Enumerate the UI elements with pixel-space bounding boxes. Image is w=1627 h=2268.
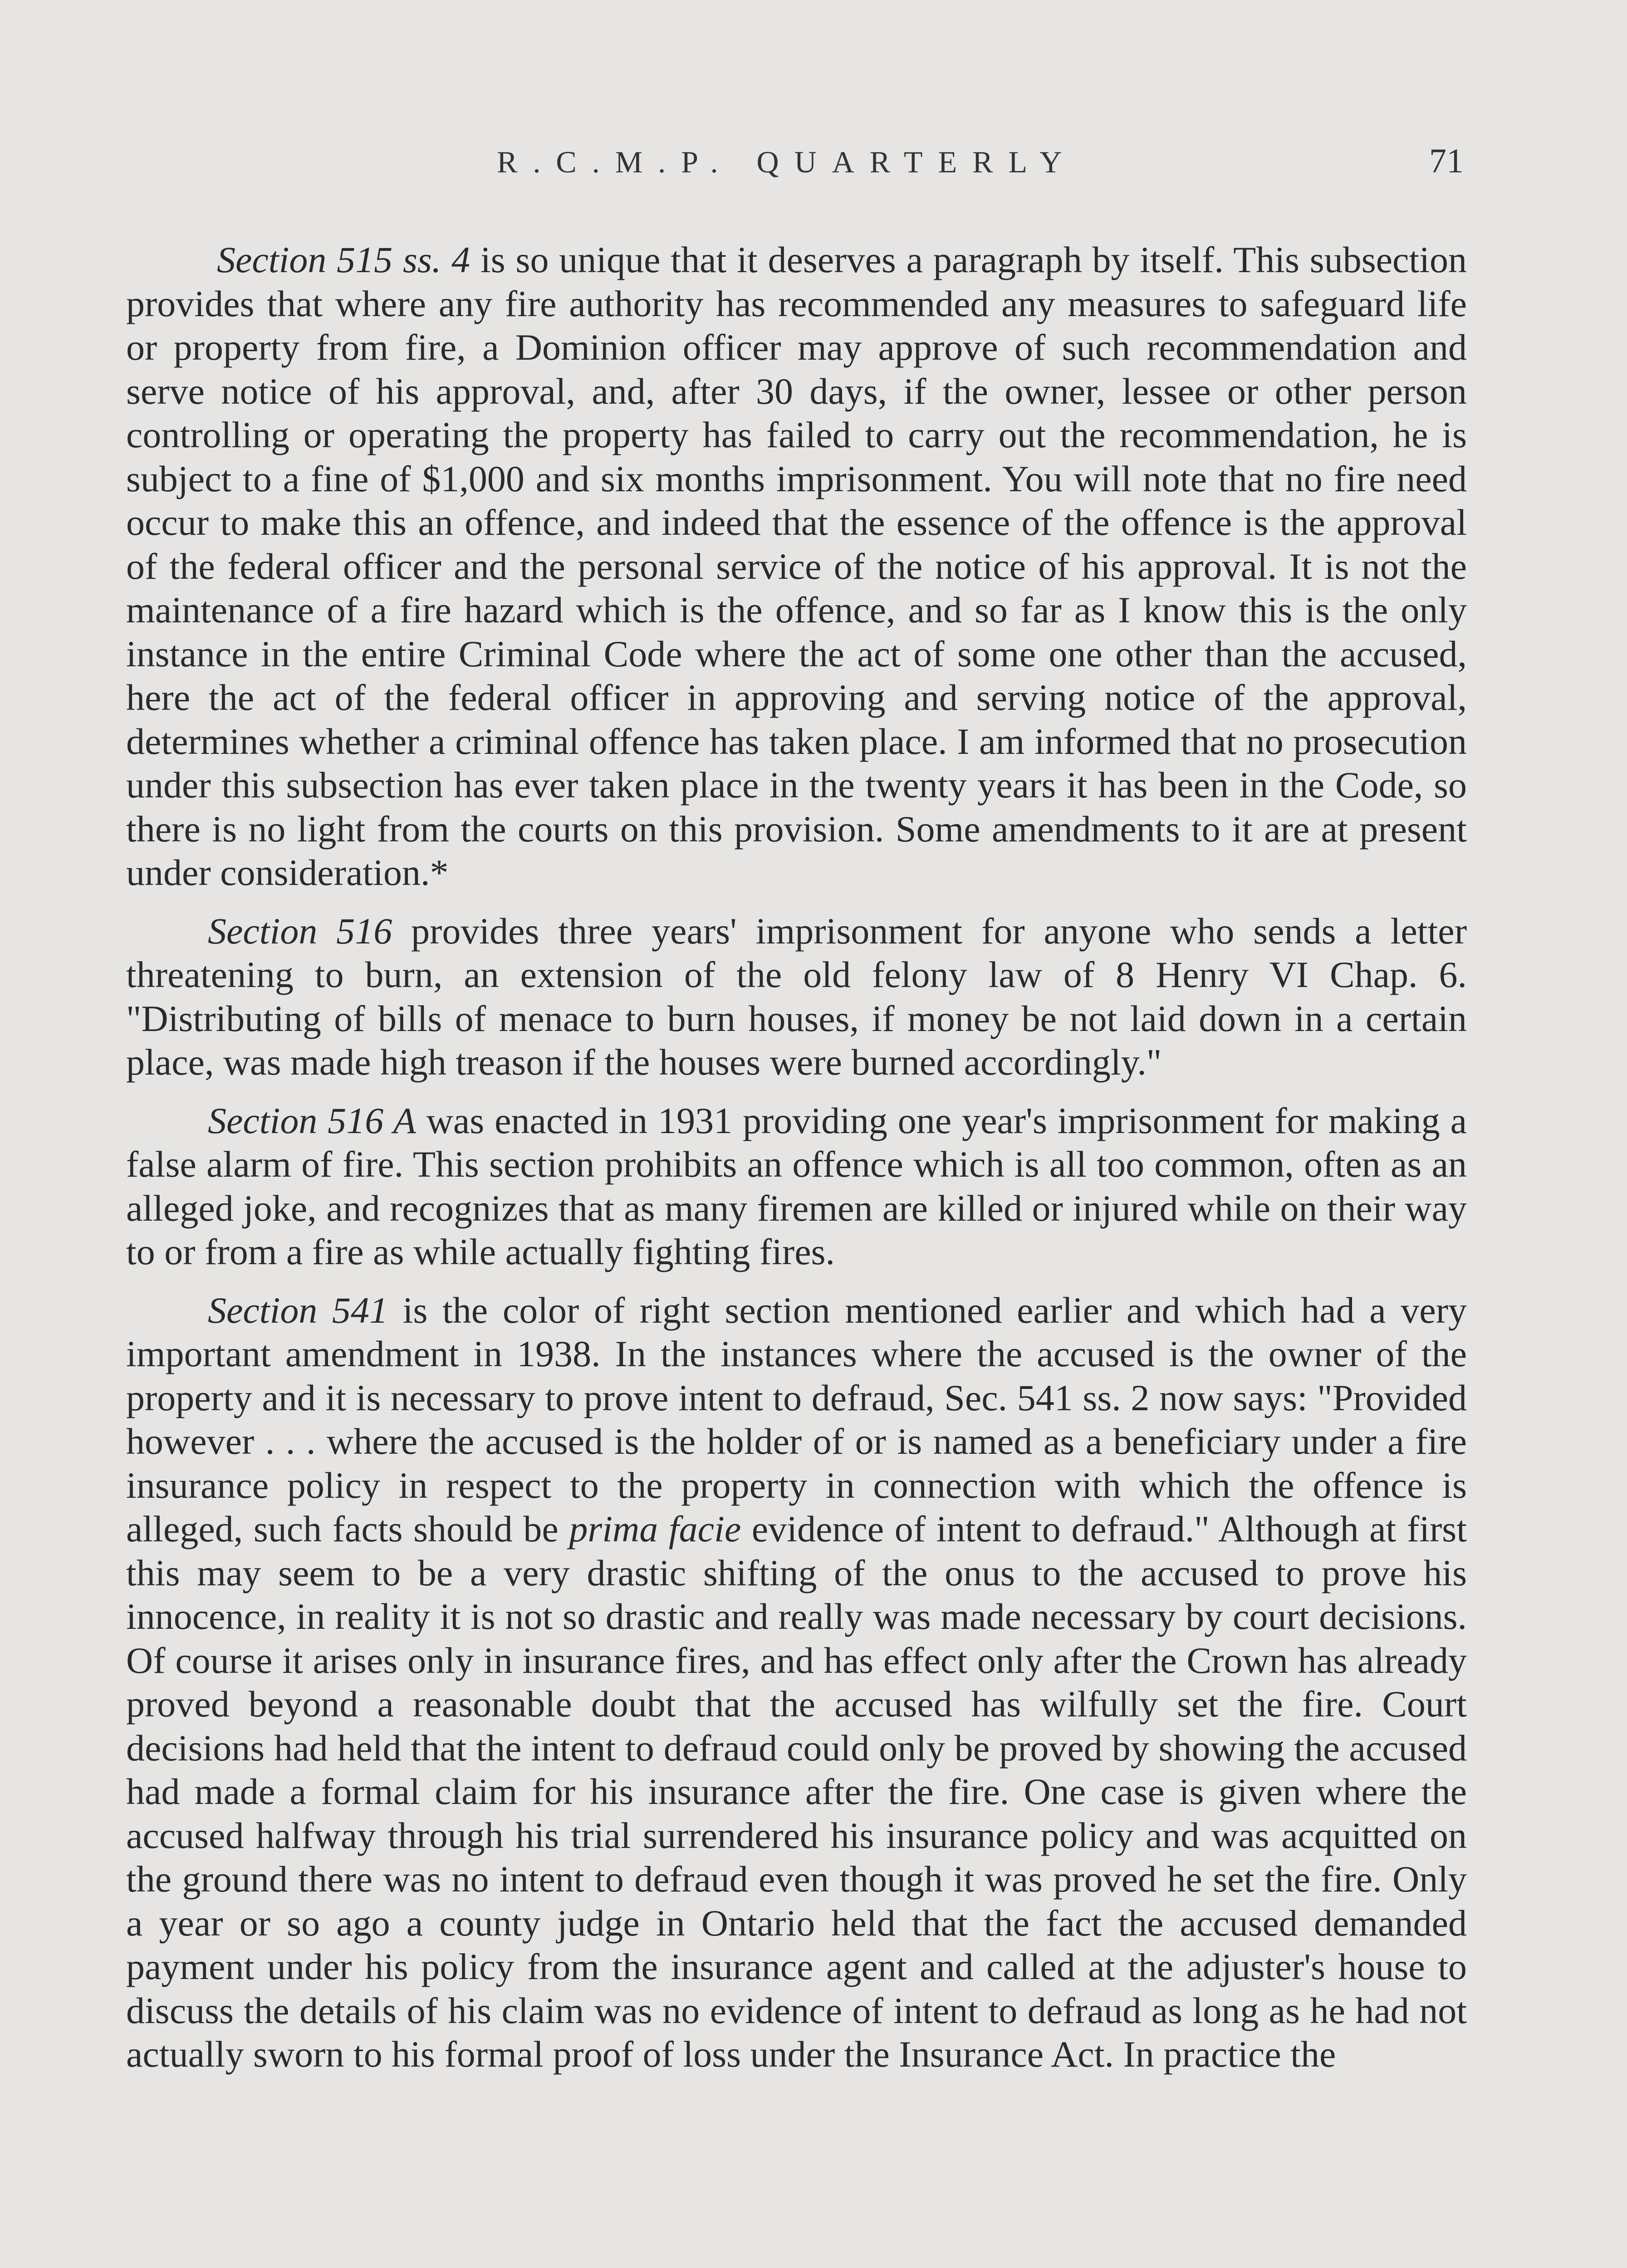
paragraph-text: is the color of right section mentioned earlier and which had a very important amendment in 1938. In the instances where the accused is the owner of the property and it is necessary to prove intent to defraud, Sec. 541 ss. 2 now says: "Provided however . . . where the accused is the holder of or is named as a beneficiary under a fire insurance policy in respect to the property in connection with which the offence is alleged, such facts should be: [126, 1289, 1467, 1549]
paragraph-text: is so unique that it deserves a paragraph by itself. This subsection provides that where any fire authority has recommended any measures to safeguard life or property from fire, a Dominion officer may approve of such recommendation and serve notice of his approval, and, after 30 days, if the owner, lessee or other person controlling or operating the property has failed to carry out the recommendation, he is subject to a fine of $1,000 and six months imprisonment. You will note that no fire need occur to make this an offence, and indeed that the essence of the offence is the approval of the federal officer and the personal service of the notice of his approval. It is not the maintenance of a fire hazard which is the offence, and so far as I know this is the only instance in the entire Criminal Code where the act of some one other than the accused, here the act of the federal officer in approving and serving notice of the approval, determines whether a criminal offence has taken place. I am informed that no prosecution under this subsection has ever taken place in the twenty years it has been in the Code, so there is no light from the courts on this provision. Some amendments to it are at present under consideration.*: [126, 239, 1467, 893]
paragraph-section-516a: [126, 1099, 1467, 1274]
section-reference: Section 516: [208, 910, 392, 952]
section-reference: Section 516 A: [208, 1100, 416, 1141]
paragraph-section-515: [126, 238, 1467, 895]
paragraph-text: provides three years' imprisonment for anyone who sends a letter threatening to burn, an extension of the old felony law of 8 Henry VI Chap. 6. "Distributing of bills of menace to burn houses, if money be not laid down in a certain place, was made high treason if the houses were burned accordingly.": [126, 910, 1467, 1083]
paragraph-section-541: [126, 1289, 1467, 2077]
section-reference: Section 541: [208, 1289, 388, 1331]
paragraph-text: was enacted in 1931 providing one year's imprisonment for making a false alarm of fire. This section prohibits an offence which is all too common, often as an alleged joke, and recognizes that as many firemen are killed or injured while on their way to or from a fire as while actually fighting fires.: [126, 1100, 1467, 1272]
body-text: [126, 238, 1467, 2091]
paragraph-section-516: [126, 909, 1467, 1085]
page-number: 71: [1429, 142, 1464, 180]
running-head: R.C.M.P. QUARTERLY: [497, 145, 1078, 179]
latin-term: prima facie: [569, 1508, 741, 1549]
section-reference: Section 515 ss. 4: [217, 239, 470, 280]
paragraph-text-continued: evidence of intent to defraud." Although at first this may seem to be a very drastic shifting of the onus to the accused to prove his innocence, in reality it is not so drastic and really was made necessary by court decisions. Of course it arises only in insurance fires, and has effect only after the Crown has already proved beyond a reasonable doubt that the accused has wilfully set the fire. Court decisions had held that the intent to defraud could only be proved by showing the accused had made a formal claim for his insurance after the fire. One case is given where the accused halfway through his trial surrendered his insurance policy and was acquitted on the ground there was no intent to defraud even though it was proved he set the fire. Only a year or so ago a county judge in Ontario held that the fact the accused demanded payment under his policy from the insurance agent and called at the adjuster's house to discuss the details of his claim was no evidence of intent to defraud as long as he had not actually sworn to his formal proof of loss under the Insurance Act. In practice the: [126, 1508, 1467, 2075]
